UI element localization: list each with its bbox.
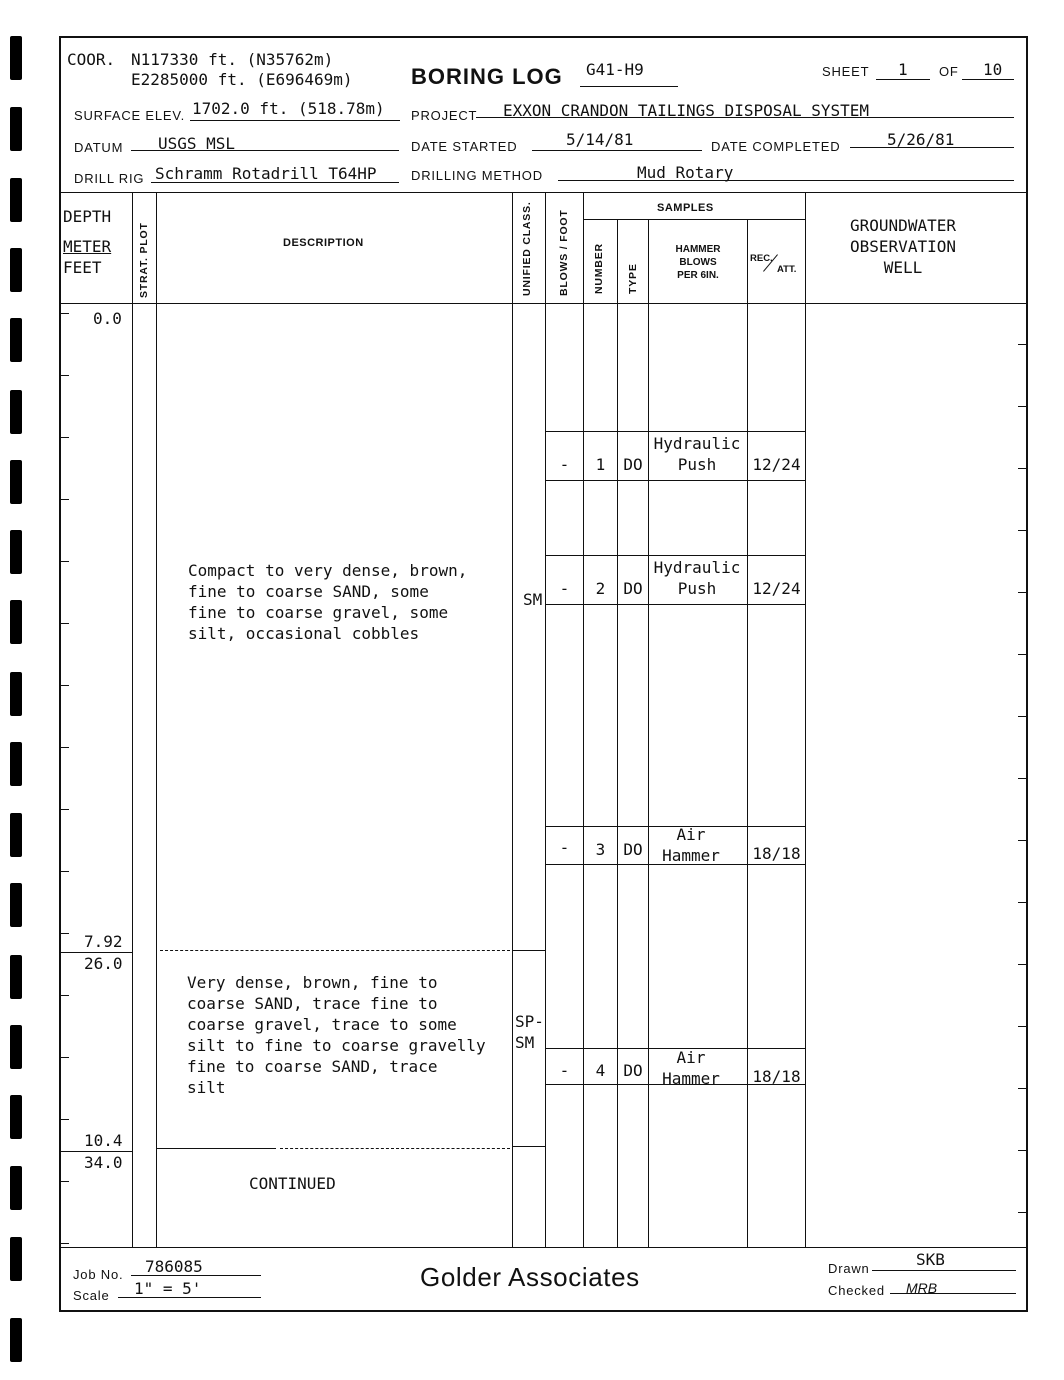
col-divider [648,219,649,1247]
sample-number: 2 [595,579,606,598]
table-bottom-border [59,1247,1028,1248]
drilling-method-underline [558,180,1014,181]
punch-hole [10,178,22,222]
sample-blows: - [559,838,570,857]
unified-class-header: UNIFIED CLASS. [521,201,533,296]
depth-tick [61,685,69,686]
depth-tick [61,623,69,624]
date-started: 5/14/81 [566,130,634,149]
scale-label: Scale [73,1288,110,1303]
stratum-boundary-class [512,950,545,951]
sample-rec: 12/24 [752,455,801,474]
blows-foot-header: BLOWS / FOOT [558,209,570,296]
coor-label: COOR. [67,50,116,69]
sample-band-top [545,431,805,432]
sample-blows: - [559,455,570,474]
punch-hole [10,955,22,999]
coor-north: N117330 ft. (N35762m) [131,50,334,69]
depth-tick [1018,1212,1026,1213]
sample-type: DO [623,840,643,859]
strat-plot-header: STRAT. PLOT [138,222,150,298]
depth-top-feet: 0.0 [93,309,122,328]
samples-header: SAMPLES [657,202,714,214]
depth-tick [61,313,69,314]
sample-type: DO [623,579,643,598]
att-header: ATT. [777,264,797,275]
punch-hole [10,248,22,292]
continued-note: CONTINUED [249,1174,336,1193]
depth-tick [61,561,69,562]
punch-hole [10,813,22,857]
sheet-number-underline [876,79,930,80]
sample-hammer: Hydraulic Push [653,434,741,474]
stratum-boundary-depth [59,1151,132,1152]
sample-rec: 18/18 [752,844,801,863]
drawn-label: Drawn [828,1261,870,1276]
feet-header: FEET [63,258,102,277]
sample-number: 3 [595,840,606,859]
scale-value: 1" = 5' [134,1279,202,1298]
hammer-header-line: HAMMER [675,244,721,255]
punch-hole [10,36,22,80]
boundary1-meter: 7.92 [84,932,123,951]
sample-number: 4 [595,1061,606,1080]
depth-tick [61,1119,69,1120]
punch-hole [10,600,22,644]
col-divider [583,192,584,1247]
depth-header: DEPTH [63,207,112,226]
groundwater-header-line: GROUNDWATER [850,216,956,235]
boundary2-meter: 10.4 [84,1131,123,1150]
checked-by: MRB [906,1280,938,1296]
form-title: BORING LOG [411,64,563,89]
punch-hole [10,1025,22,1069]
groundwater-header [808,215,998,278]
boundary2-feet: 34.0 [84,1153,123,1172]
boring-id-underline [580,86,678,87]
col-divider [747,219,748,1247]
depth-tick [1018,654,1026,655]
sample-hammer: Hydraulic Push [653,558,741,598]
date-completed-underline [850,147,1014,148]
sheet-number: 1 [898,60,908,79]
depth-tick [1018,406,1026,407]
sample-rec: 18/18 [752,1067,801,1086]
depth-tick [1018,716,1026,717]
date-started-underline [532,150,702,151]
surface-elev-underline [190,120,400,121]
sample-blows: - [559,1061,570,1080]
stratum-class: SP- SM [515,1012,544,1052]
stratum-boundary [156,1148,276,1149]
boundary1-feet: 26.0 [84,954,123,973]
punch-hole [10,318,22,362]
depth-tick [61,809,69,810]
scale-underline [118,1297,261,1298]
depth-tick [1018,1150,1026,1151]
punch-hole [10,390,22,434]
sample-type: DO [623,455,643,474]
depth-tick [61,1243,69,1244]
number-header: NUMBER [593,243,605,294]
depth-tick [1018,778,1026,779]
depth-tick [1018,902,1026,903]
punch-hole [10,107,22,151]
depth-tick [61,747,69,748]
stratum-boundary [160,950,510,951]
punch-hole [10,530,22,574]
stratum-description: Very dense, brown, fine to coarse SAND, trace fine to coarse gravel, trace to some silt to fine to coarse gravelly fine to coarse SAND, trace silt [187,973,486,1097]
col-divider [545,192,546,1247]
col-divider [156,192,157,1247]
sample-hammer: Air Hammer [662,825,720,865]
checked-label: Checked [828,1283,885,1298]
description-header: DESCRIPTION [283,237,364,249]
project-name: EXXON CRANDON TAILINGS DISPOSAL SYSTEM [503,101,870,120]
sample-band-top [545,555,805,556]
of-label: OF [939,64,959,79]
groundwater-header-line: WELL [883,258,923,277]
column-header-border [59,303,1028,304]
company-name: Golder Associates [420,1262,640,1292]
drill-rig-underline [151,182,399,183]
depth-tick [1018,468,1026,469]
depth-tick [61,995,69,996]
drill-rig-label: DRILL RIG [74,171,145,186]
drawn-underline [872,1270,1016,1271]
date-completed-label: DATE COMPLETED [711,139,841,154]
datum-value: USGS MSL [158,134,236,153]
surface-elev: 1702.0 ft. (518.78m) [192,99,385,118]
depth-tick [61,437,69,438]
depth-tick [1018,1088,1026,1089]
date-started-label: DATE STARTED [411,139,518,154]
type-header: TYPE [627,263,639,294]
stratum-boundary-depth [59,952,132,953]
stratum-boundary [280,1148,510,1149]
depth-tick [1018,964,1026,965]
job-number-underline [131,1275,261,1276]
stratum-description: Compact to very dense, brown, fine to coarse SAND, some fine to coarse gravel, some silt, occasional cobbles [188,561,468,643]
coor-east: E2285000 ft. (E696469m) [131,70,353,89]
punch-hole [10,1318,22,1362]
stratum-class: SM [523,590,543,609]
hammer-header-line: PER 6IN. [677,270,719,281]
datum-underline [131,150,399,151]
meter-header: METER [63,237,112,256]
boring-id: G41-H9 [586,60,644,79]
datum-label: DATUM [74,140,124,155]
job-number: 786085 [145,1257,203,1276]
sample-number: 1 [595,455,606,474]
depth-tick [1018,840,1026,841]
checked-underline [890,1293,1016,1294]
depth-tick [1018,344,1026,345]
depth-tick [61,1057,69,1058]
surface-elev-label: SURFACE ELEV. [74,108,186,123]
depth-tick [1018,592,1026,593]
job-number-label: Job No. [73,1267,124,1282]
rec-header: REC. [750,253,773,264]
date-completed: 5/26/81 [887,130,955,149]
sample-band-bottom [545,604,805,605]
punch-hole [10,672,22,716]
sample-rec: 12/24 [752,579,801,598]
depth-tick [61,871,69,872]
col-divider [512,192,513,1247]
col-divider [132,192,133,1247]
sheet-label: SHEET [822,64,870,79]
depth-tick [61,375,69,376]
drill-rig: Schramm Rotadrill T64HP [155,164,377,183]
punch-hole [10,1237,22,1281]
sample-band-bottom [545,480,805,481]
punch-hole [10,883,22,927]
punch-hole [10,1166,22,1210]
sample-type: DO [623,1061,643,1080]
groundwater-header-line: OBSERVATION [850,237,956,256]
sheet-total-underline [962,79,1014,80]
depth-tick [61,499,69,500]
depth-tick [61,933,69,934]
depth-tick [1018,530,1026,531]
stratum-boundary-class [512,1146,545,1147]
punch-hole [10,742,22,786]
drawn-by: SKB [916,1250,945,1269]
sample-blows: - [559,579,570,598]
project-label: PROJECT [411,108,478,123]
col-divider [617,219,618,1247]
depth-tick [1018,1026,1026,1027]
col-divider [805,192,806,1247]
hammer-header-line: BLOWS [679,257,717,268]
table-top-border [59,192,1028,193]
drilling-method-label: DRILLING METHOD [411,168,543,183]
punch-hole [10,460,22,504]
hammer-blows-header [650,243,746,282]
project-underline [476,117,1014,118]
punch-hole [10,1095,22,1139]
depth-tick [61,1181,69,1182]
drilling-method: Mud Rotary [637,163,734,182]
sample-hammer: Air Hammer [662,1048,720,1088]
sheet-total: 10 [983,60,1003,79]
